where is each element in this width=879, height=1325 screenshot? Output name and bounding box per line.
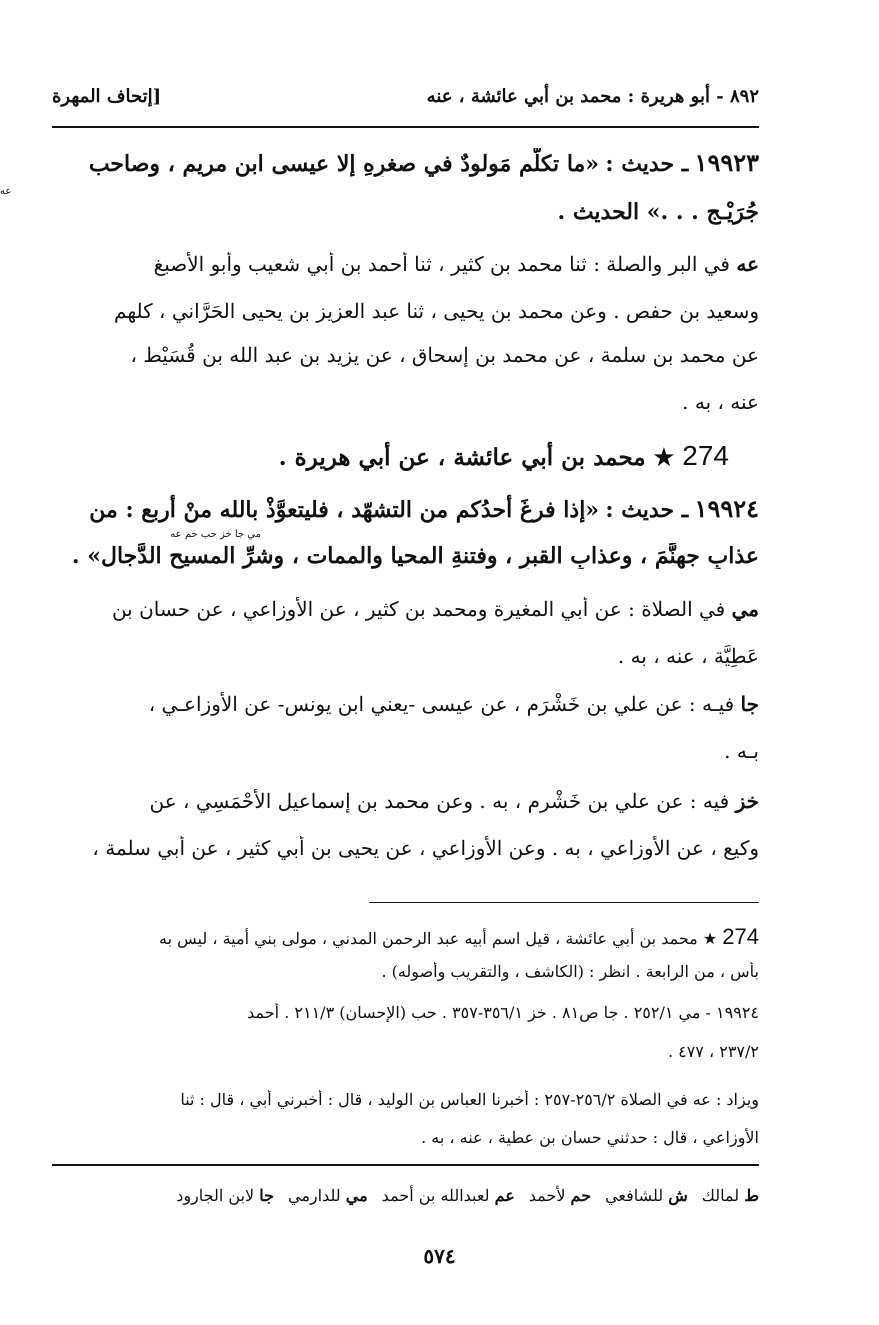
hadith-19923-line2: جُرَيْـج . . .» الحديث . [557,199,759,225]
running-header-right: ٨٩٢ - أبو هريرة : محمد بن أبي عائشة ، عنه [426,86,759,107]
footnote-addition-line2: الأوزاعي ، قال : حدثني حسان بن عطية ، عنه ، به . [421,1128,759,1147]
page-number: ٥٧٤ [423,1244,456,1268]
hadith-19924-line2: عذابِ جهنَّمَ ، وعذابِ القبرِ ، وفتنةِ المحيا والممات ، وشرِّ المسيحِ الدَّجال» . [71,543,759,569]
legend-item: ط لمالك [701,1186,759,1205]
footnote-rule [369,902,759,903]
source-line: عن محمد بن سلمة ، عن محمد بن إسحاق ، عن يزيد بن عبد الله بن قُسَيْط ، [130,343,759,367]
section-heading [279,440,729,472]
hadith-19924-sigla: مي جا خز حب حم عه [170,529,261,540]
hadith-marker: ـ حديث : [605,497,689,523]
legend-item: مي للدارمي [288,1186,368,1205]
footnote-addition-line1: ويزاد : عه في الصلاة ٢٥٦/٢-٢٥٧ : أخبرنا العباس بن الوليد ، قال : أخبرني أبي ، قال : ثنا [180,1090,759,1109]
section-title: محمد بن أبي عائشة ، عن أبي هريرة . [278,444,646,471]
hadith-19923-sigla: عه [0,186,12,197]
source-code: مي [731,597,759,621]
source-line: بـه . [724,739,759,763]
section-number: 274 [682,440,729,471]
hadith-text: «إذا فرغَ أحدُكم من التشهّد ، فليتعوَّذْ بالله منْ أربع : من [89,497,600,523]
hadith-19923-line1 [52,148,759,177]
legend-item: عم لعبدالله بن أحمد [381,1186,515,1205]
hadith-19924-line1 [52,494,759,523]
star-icon: ★ [653,444,675,471]
legend-item: حم لأحمد [528,1186,592,1205]
footnote-274-line1: 274 ★ محمد بن أبي عائشة ، قيل اسم أبيه عبد الرحمن المدني ، مولى بني أمية ، ليس به [159,924,759,949]
abbreviation-legend [176,1186,759,1205]
source-line: عنه ، به . [682,390,759,414]
source-line: جا فيـه : عن علي بن خَشْرَم ، عن عيسى -يعني ابن يونس- عن الأوزاعـي ، [148,692,759,716]
source-code: جا [740,692,759,716]
legend-item: جا لابن الجارود [176,1186,275,1205]
source-line: وكيع ، عن الأوزاعي ، به . وعن الأوزاعي ، عن يحيى بن أبي كثير ، عن أبي سلمة ، [92,836,759,860]
source-code: خز [735,789,759,813]
footnote-274-line2: بأس ، من الرابعة . انظر : (الكاشف ، والتقريب وأصوله) . [381,962,759,981]
legend-rule [52,1164,759,1166]
source-line: وسعيد بن حفص . وعن محمد بن يحيى ، ثنا عبد العزيز بن يحيى الحَرَّاني ، كلهم [114,299,759,323]
header-rule [52,126,759,128]
source-line: مي في الصلاة : عن أبي المغيرة ومحمد بن كثير ، عن الأوزاعي ، عن حسان بن [111,597,759,621]
hadith-number: ١٩٩٢٣ [694,148,759,177]
footnote-19924-line1: ١٩٩٢٤ - مي ٢٥٢/١ . جا ص٨١ . خز ٣٥٦/١-٣٥٧ . حب (الإحسان) ٢١١/٣ . أحمد [247,1003,759,1022]
footnote-number: 274 [722,924,759,949]
star-icon: ★ [702,929,718,948]
hadith-marker: ـ حديث : [605,151,689,177]
hadith-number: ١٩٩٢٤ [694,494,759,523]
footnote-19924-line2: ٢٣٧/٢ ، ٤٧٧ . [667,1042,759,1061]
running-header-left: [إتحاف المهرة [52,86,162,107]
source-code: عه [736,252,759,276]
source-line: عَطِيَّة ، عنه ، به . [617,644,759,668]
legend-item: ش للشافعي [605,1186,688,1205]
hadith-text: «ما تكلَّم مَولودٌ في صغرِهِ إلا عيسى ابن مريم ، وصاحب [88,151,600,177]
source-line: عه في البر والصلة : ثنا محمد بن كثير ، ثنا أحمد بن أبي شعيب وأبو الأصبغ [153,252,759,276]
source-line: خز فيه : عن علي بن خَشْرم ، به . وعن محمد بن إسماعيل الأَحْمَسِي ، عن [149,789,759,813]
